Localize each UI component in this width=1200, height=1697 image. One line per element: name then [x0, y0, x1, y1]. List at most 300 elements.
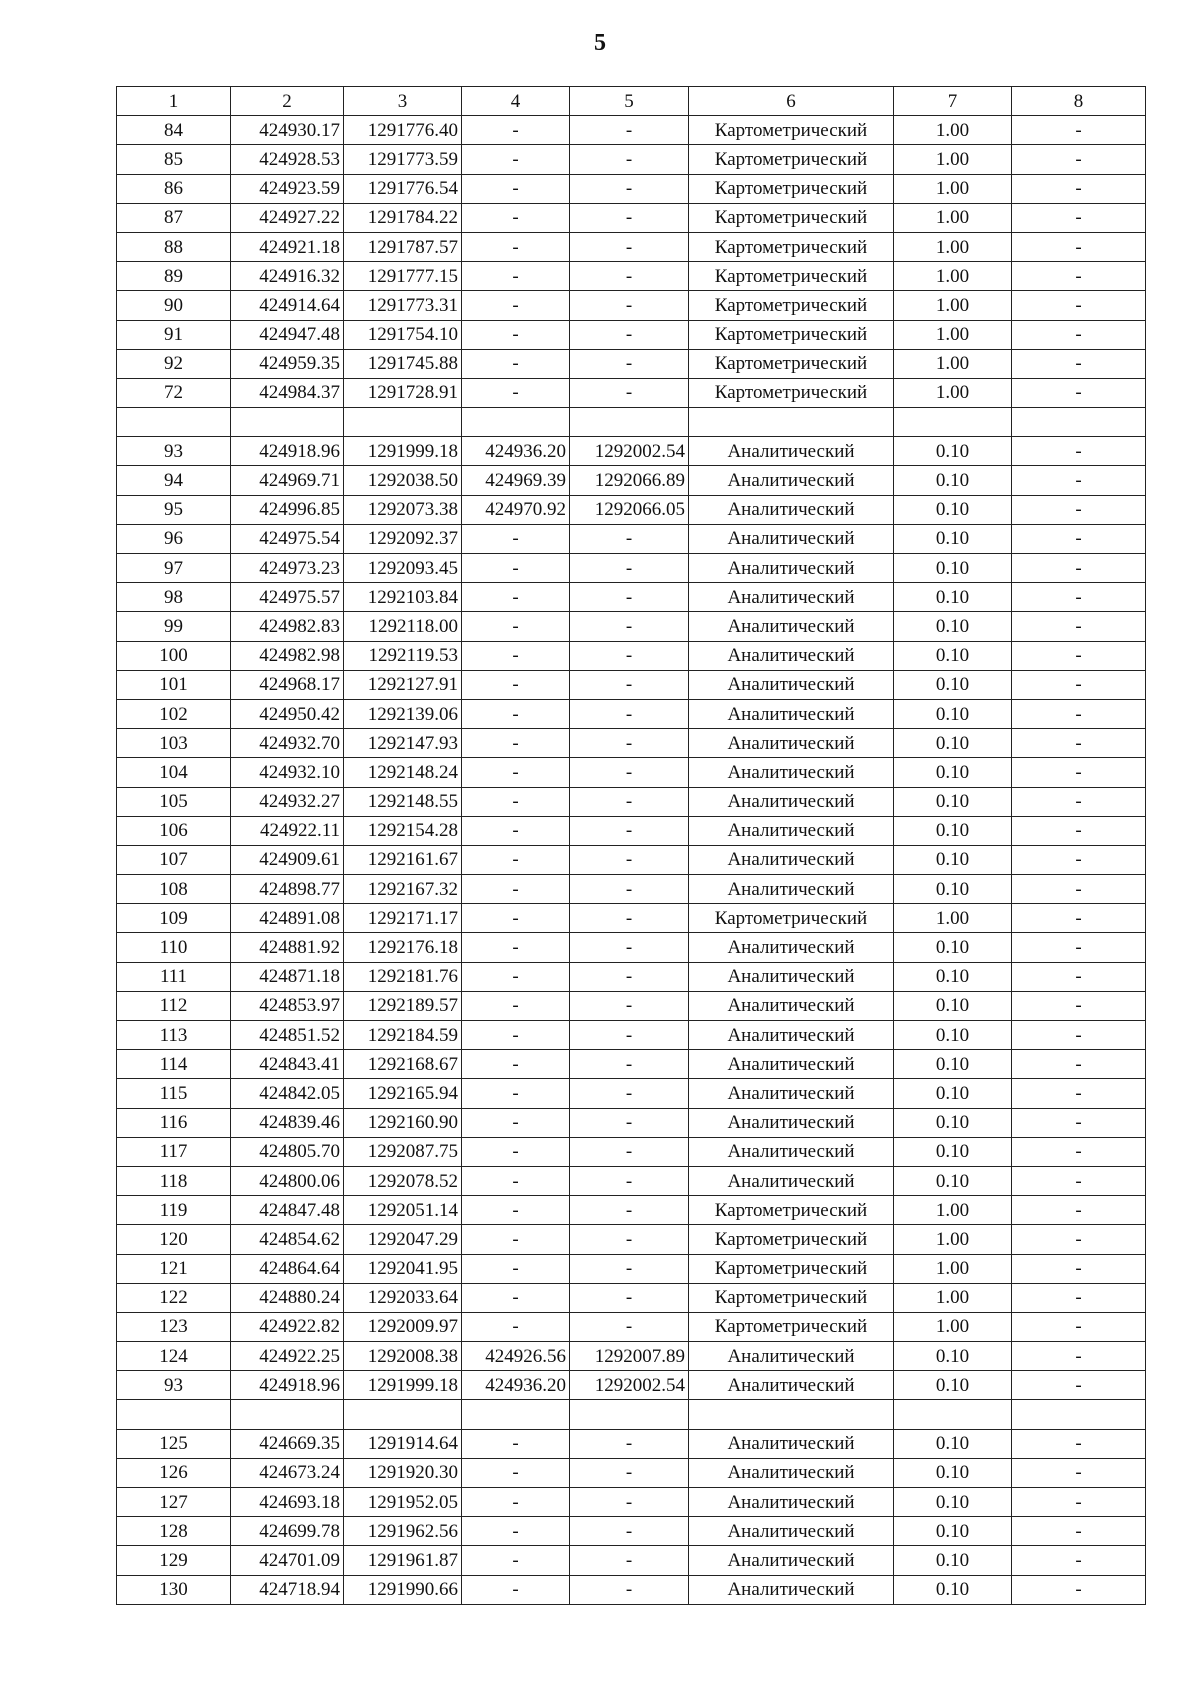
y-coordinate-cell: 1291773.31 [344, 291, 462, 320]
method-cell [689, 408, 894, 437]
note-cell [1012, 408, 1146, 437]
precision-cell: 0.10 [894, 495, 1012, 524]
header-cell-3: 3 [344, 87, 462, 116]
method-cell: Аналитический [689, 729, 894, 758]
note-cell: - [1012, 145, 1146, 174]
x-coordinate-alt-cell: - [462, 1546, 570, 1575]
x-coordinate-cell: 424718.94 [231, 1575, 344, 1604]
note-cell: - [1012, 1137, 1146, 1166]
y-coordinate-cell: 1291952.05 [344, 1488, 462, 1517]
method-cell: Аналитический [689, 1371, 894, 1400]
table-row [117, 1079, 1146, 1108]
method-cell: Аналитический [689, 1108, 894, 1137]
table-row [117, 612, 1146, 641]
note-cell: - [1012, 554, 1146, 583]
y-coordinate-alt-cell: - [570, 320, 689, 349]
header-cell-2: 2 [231, 87, 344, 116]
note-cell: - [1012, 1429, 1146, 1458]
x-coordinate-alt-cell [462, 1400, 570, 1429]
x-coordinate-cell: 424932.70 [231, 729, 344, 758]
y-coordinate-cell: 1292047.29 [344, 1225, 462, 1254]
precision-cell: 0.10 [894, 1021, 1012, 1050]
y-coordinate-cell: 1291773.59 [344, 145, 462, 174]
note-cell: - [1012, 904, 1146, 933]
precision-cell [894, 1400, 1012, 1429]
point-number-cell: 111 [117, 962, 231, 991]
point-number-cell [117, 1400, 231, 1429]
table-row [117, 378, 1146, 407]
y-coordinate-alt-cell: - [570, 1021, 689, 1050]
table-row [117, 816, 1146, 845]
x-coordinate-cell: 424982.83 [231, 612, 344, 641]
table-row [117, 1166, 1146, 1195]
x-coordinate-cell: 424959.35 [231, 349, 344, 378]
y-coordinate-cell: 1292009.97 [344, 1312, 462, 1341]
table-row [117, 232, 1146, 261]
x-coordinate-cell: 424950.42 [231, 699, 344, 728]
point-number-cell: 112 [117, 991, 231, 1020]
header-cell-7: 7 [894, 87, 1012, 116]
table-row [117, 495, 1146, 524]
y-coordinate-alt-cell: - [570, 787, 689, 816]
note-cell: - [1012, 991, 1146, 1020]
point-number-cell: 94 [117, 466, 231, 495]
precision-cell: 0.10 [894, 875, 1012, 904]
x-coordinate-cell: 424864.64 [231, 1254, 344, 1283]
y-coordinate-alt-cell: - [570, 1108, 689, 1137]
method-cell: Картометрический [689, 203, 894, 232]
x-coordinate-cell: 424898.77 [231, 875, 344, 904]
y-coordinate-cell: 1292041.95 [344, 1254, 462, 1283]
precision-cell: 1.00 [894, 145, 1012, 174]
y-coordinate-cell: 1292033.64 [344, 1283, 462, 1312]
note-cell: - [1012, 1546, 1146, 1575]
note-cell: - [1012, 1225, 1146, 1254]
method-cell: Аналитический [689, 1458, 894, 1487]
x-coordinate-cell: 424669.35 [231, 1429, 344, 1458]
x-coordinate-alt-cell: - [462, 554, 570, 583]
method-cell: Аналитический [689, 1342, 894, 1371]
x-coordinate-cell: 424918.96 [231, 437, 344, 466]
x-coordinate-alt-cell: - [462, 933, 570, 962]
point-number-cell: 93 [117, 437, 231, 466]
x-coordinate-alt-cell: - [462, 787, 570, 816]
y-coordinate-alt-cell: - [570, 699, 689, 728]
x-coordinate-alt-cell: - [462, 378, 570, 407]
point-number-cell: 88 [117, 232, 231, 261]
table-row [117, 933, 1146, 962]
y-coordinate-alt-cell: - [570, 1488, 689, 1517]
y-coordinate-alt-cell: - [570, 845, 689, 874]
point-number-cell: 123 [117, 1312, 231, 1341]
y-coordinate-cell: 1291990.66 [344, 1575, 462, 1604]
table-row [117, 1108, 1146, 1137]
y-coordinate-alt-cell: 1292007.89 [570, 1342, 689, 1371]
x-coordinate-cell: 424928.53 [231, 145, 344, 174]
method-cell: Аналитический [689, 933, 894, 962]
table-row [117, 904, 1146, 933]
point-number-cell: 115 [117, 1079, 231, 1108]
x-coordinate-cell: 424947.48 [231, 320, 344, 349]
x-coordinate-cell: 424891.08 [231, 904, 344, 933]
y-coordinate-cell: 1292139.06 [344, 699, 462, 728]
y-coordinate-cell: 1292051.14 [344, 1196, 462, 1225]
y-coordinate-alt-cell: - [570, 962, 689, 991]
note-cell [1012, 1400, 1146, 1429]
y-coordinate-alt-cell: - [570, 203, 689, 232]
method-cell: Аналитический [689, 1429, 894, 1458]
x-coordinate-cell: 424968.17 [231, 670, 344, 699]
point-number-cell: 125 [117, 1429, 231, 1458]
x-coordinate-alt-cell: - [462, 1225, 570, 1254]
table-row [117, 787, 1146, 816]
note-cell: - [1012, 1079, 1146, 1108]
x-coordinate-alt-cell: - [462, 1429, 570, 1458]
note-cell: - [1012, 262, 1146, 291]
precision-cell: 1.00 [894, 378, 1012, 407]
method-cell: Картометрический [689, 320, 894, 349]
y-coordinate-alt-cell [570, 408, 689, 437]
method-cell: Аналитический [689, 466, 894, 495]
x-coordinate-cell: 424673.24 [231, 1458, 344, 1487]
point-number-cell: 109 [117, 904, 231, 933]
point-number-cell: 98 [117, 583, 231, 612]
y-coordinate-alt-cell: - [570, 991, 689, 1020]
y-coordinate-alt-cell: - [570, 145, 689, 174]
x-coordinate-alt-cell: - [462, 641, 570, 670]
precision-cell [894, 408, 1012, 437]
method-cell: Аналитический [689, 1575, 894, 1604]
table-row [117, 1400, 1146, 1429]
precision-cell: 0.10 [894, 991, 1012, 1020]
point-number-cell: 102 [117, 699, 231, 728]
y-coordinate-cell: 1291962.56 [344, 1517, 462, 1546]
table-row [117, 320, 1146, 349]
precision-cell: 1.00 [894, 1225, 1012, 1254]
precision-cell: 0.10 [894, 1108, 1012, 1137]
method-cell: Аналитический [689, 962, 894, 991]
table-row [117, 1342, 1146, 1371]
point-number-cell: 117 [117, 1137, 231, 1166]
point-number-cell: 108 [117, 875, 231, 904]
note-cell: - [1012, 583, 1146, 612]
x-coordinate-cell [231, 408, 344, 437]
point-number-cell: 128 [117, 1517, 231, 1546]
note-cell: - [1012, 1488, 1146, 1517]
method-cell: Картометрический [689, 262, 894, 291]
method-cell: Картометрический [689, 904, 894, 933]
precision-cell: 1.00 [894, 291, 1012, 320]
table-header-row [117, 87, 1146, 116]
x-coordinate-alt-cell: - [462, 612, 570, 641]
note-cell: - [1012, 524, 1146, 553]
table-row [117, 291, 1146, 320]
x-coordinate-alt-cell [462, 408, 570, 437]
x-coordinate-cell: 424847.48 [231, 1196, 344, 1225]
x-coordinate-alt-cell: - [462, 729, 570, 758]
precision-cell: 0.10 [894, 1575, 1012, 1604]
point-number-cell: 90 [117, 291, 231, 320]
precision-cell: 1.00 [894, 116, 1012, 145]
x-coordinate-alt-cell: - [462, 1312, 570, 1341]
x-coordinate-alt-cell: - [462, 991, 570, 1020]
point-number-cell: 113 [117, 1021, 231, 1050]
x-coordinate-alt-cell: - [462, 1196, 570, 1225]
precision-cell: 0.10 [894, 1458, 1012, 1487]
x-coordinate-cell: 424932.10 [231, 758, 344, 787]
x-coordinate-cell: 424927.22 [231, 203, 344, 232]
x-coordinate-cell: 424923.59 [231, 174, 344, 203]
y-coordinate-alt-cell: 1292002.54 [570, 1371, 689, 1400]
precision-cell: 0.10 [894, 612, 1012, 641]
y-coordinate-alt-cell: 1292002.54 [570, 437, 689, 466]
point-number-cell: 72 [117, 378, 231, 407]
precision-cell: 1.00 [894, 349, 1012, 378]
point-number-cell: 89 [117, 262, 231, 291]
x-coordinate-cell: 424701.09 [231, 1546, 344, 1575]
precision-cell: 0.10 [894, 1517, 1012, 1546]
x-coordinate-alt-cell: - [462, 320, 570, 349]
table-row [117, 1546, 1146, 1575]
method-cell: Картометрический [689, 232, 894, 261]
note-cell: - [1012, 320, 1146, 349]
y-coordinate-cell: 1292087.75 [344, 1137, 462, 1166]
table-row [117, 583, 1146, 612]
precision-cell: 0.10 [894, 1137, 1012, 1166]
y-coordinate-alt-cell: - [570, 554, 689, 583]
method-cell: Картометрический [689, 1225, 894, 1254]
point-number-cell: 100 [117, 641, 231, 670]
point-number-cell: 122 [117, 1283, 231, 1312]
table-row [117, 670, 1146, 699]
table-row [117, 174, 1146, 203]
method-cell: Картометрический [689, 1312, 894, 1341]
x-coordinate-cell [231, 1400, 344, 1429]
precision-cell: 1.00 [894, 1312, 1012, 1341]
point-number-cell: 93 [117, 1371, 231, 1400]
note-cell: - [1012, 495, 1146, 524]
table-row [117, 1196, 1146, 1225]
table-row [117, 437, 1146, 466]
x-coordinate-cell: 424922.11 [231, 816, 344, 845]
note-cell: - [1012, 174, 1146, 203]
note-cell: - [1012, 466, 1146, 495]
x-coordinate-alt-cell: - [462, 845, 570, 874]
note-cell: - [1012, 203, 1146, 232]
precision-cell: 0.10 [894, 1050, 1012, 1079]
note-cell: - [1012, 1575, 1146, 1604]
method-cell: Аналитический [689, 1517, 894, 1546]
y-coordinate-alt-cell: - [570, 1166, 689, 1195]
method-cell: Аналитический [689, 875, 894, 904]
x-coordinate-cell: 424969.71 [231, 466, 344, 495]
y-coordinate-alt-cell: - [570, 1225, 689, 1254]
x-coordinate-cell: 424871.18 [231, 962, 344, 991]
point-number-cell: 87 [117, 203, 231, 232]
x-coordinate-alt-cell: 424936.20 [462, 437, 570, 466]
method-cell: Картометрический [689, 145, 894, 174]
note-cell: - [1012, 641, 1146, 670]
y-coordinate-cell: 1291914.64 [344, 1429, 462, 1458]
point-number-cell: 114 [117, 1050, 231, 1079]
point-number-cell: 129 [117, 1546, 231, 1575]
point-number-cell: 92 [117, 349, 231, 378]
precision-cell: 0.10 [894, 641, 1012, 670]
y-coordinate-cell: 1292167.32 [344, 875, 462, 904]
note-cell: - [1012, 816, 1146, 845]
point-number-cell: 105 [117, 787, 231, 816]
table-row [117, 729, 1146, 758]
note-cell: - [1012, 1254, 1146, 1283]
y-coordinate-cell: 1292168.67 [344, 1050, 462, 1079]
y-coordinate-cell: 1291754.10 [344, 320, 462, 349]
table-row [117, 991, 1146, 1020]
note-cell: - [1012, 845, 1146, 874]
note-cell: - [1012, 1050, 1146, 1079]
y-coordinate-cell: 1292038.50 [344, 466, 462, 495]
method-cell: Аналитический [689, 1137, 894, 1166]
precision-cell: 1.00 [894, 232, 1012, 261]
method-cell: Аналитический [689, 1079, 894, 1108]
x-coordinate-alt-cell: - [462, 349, 570, 378]
coordinates-table [116, 86, 1146, 1605]
point-number-cell: 106 [117, 816, 231, 845]
y-coordinate-cell: 1292154.28 [344, 816, 462, 845]
x-coordinate-cell: 424922.25 [231, 1342, 344, 1371]
precision-cell: 0.10 [894, 845, 1012, 874]
method-cell: Аналитический [689, 437, 894, 466]
x-coordinate-cell: 424973.23 [231, 554, 344, 583]
method-cell: Аналитический [689, 524, 894, 553]
y-coordinate-alt-cell: - [570, 1283, 689, 1312]
y-coordinate-alt-cell: - [570, 378, 689, 407]
table-row [117, 845, 1146, 874]
point-number-cell: 110 [117, 933, 231, 962]
point-number-cell: 91 [117, 320, 231, 349]
precision-cell: 0.10 [894, 1429, 1012, 1458]
method-cell: Аналитический [689, 612, 894, 641]
y-coordinate-cell: 1292119.53 [344, 641, 462, 670]
y-coordinate-cell: 1291999.18 [344, 437, 462, 466]
y-coordinate-cell: 1291920.30 [344, 1458, 462, 1487]
x-coordinate-cell: 424854.62 [231, 1225, 344, 1254]
x-coordinate-alt-cell: - [462, 962, 570, 991]
method-cell: Аналитический [689, 1021, 894, 1050]
x-coordinate-alt-cell: - [462, 904, 570, 933]
y-coordinate-cell: 1292176.18 [344, 933, 462, 962]
y-coordinate-alt-cell: - [570, 641, 689, 670]
x-coordinate-cell: 424916.32 [231, 262, 344, 291]
method-cell: Аналитический [689, 845, 894, 874]
x-coordinate-alt-cell: - [462, 1575, 570, 1604]
note-cell: - [1012, 378, 1146, 407]
note-cell: - [1012, 1108, 1146, 1137]
y-coordinate-alt-cell: - [570, 1517, 689, 1546]
x-coordinate-cell: 424982.98 [231, 641, 344, 670]
table-row [117, 758, 1146, 787]
note-cell: - [1012, 612, 1146, 641]
note-cell: - [1012, 875, 1146, 904]
y-coordinate-alt-cell: - [570, 1312, 689, 1341]
precision-cell: 0.10 [894, 524, 1012, 553]
point-number-cell: 101 [117, 670, 231, 699]
precision-cell: 0.10 [894, 699, 1012, 728]
y-coordinate-cell: 1291776.54 [344, 174, 462, 203]
precision-cell: 0.10 [894, 670, 1012, 699]
header-cell-4: 4 [462, 87, 570, 116]
x-coordinate-cell: 424699.78 [231, 1517, 344, 1546]
y-coordinate-cell: 1292171.17 [344, 904, 462, 933]
y-coordinate-alt-cell: - [570, 1050, 689, 1079]
x-coordinate-alt-cell: - [462, 1108, 570, 1137]
y-coordinate-alt-cell: - [570, 291, 689, 320]
x-coordinate-cell: 424853.97 [231, 991, 344, 1020]
y-coordinate-cell: 1292189.57 [344, 991, 462, 1020]
table-row [117, 349, 1146, 378]
method-cell: Аналитический [689, 641, 894, 670]
x-coordinate-alt-cell: - [462, 699, 570, 728]
method-cell: Картометрический [689, 116, 894, 145]
y-coordinate-cell: 1291776.40 [344, 116, 462, 145]
x-coordinate-alt-cell: 424969.39 [462, 466, 570, 495]
note-cell: - [1012, 291, 1146, 320]
y-coordinate-alt-cell: - [570, 583, 689, 612]
y-coordinate-cell: 1291787.57 [344, 232, 462, 261]
method-cell: Аналитический [689, 816, 894, 845]
x-coordinate-alt-cell: - [462, 1283, 570, 1312]
x-coordinate-cell: 424843.41 [231, 1050, 344, 1079]
point-number-cell: 85 [117, 145, 231, 174]
x-coordinate-cell: 424842.05 [231, 1079, 344, 1108]
x-coordinate-alt-cell: - [462, 262, 570, 291]
y-coordinate-alt-cell: - [570, 875, 689, 904]
table-row [117, 875, 1146, 904]
y-coordinate-alt-cell: - [570, 174, 689, 203]
y-coordinate-cell: 1292148.24 [344, 758, 462, 787]
precision-cell: 0.10 [894, 1546, 1012, 1575]
table-row [117, 408, 1146, 437]
table-row [117, 262, 1146, 291]
point-number-cell: 121 [117, 1254, 231, 1283]
x-coordinate-alt-cell: - [462, 1458, 570, 1487]
y-coordinate-alt-cell: - [570, 232, 689, 261]
precision-cell: 0.10 [894, 816, 1012, 845]
y-coordinate-alt-cell: - [570, 1137, 689, 1166]
point-number-cell: 86 [117, 174, 231, 203]
header-cell-6: 6 [689, 87, 894, 116]
point-number-cell: 116 [117, 1108, 231, 1137]
point-number-cell: 97 [117, 554, 231, 583]
x-coordinate-alt-cell: - [462, 1137, 570, 1166]
precision-cell: 0.10 [894, 1342, 1012, 1371]
point-number-cell: 126 [117, 1458, 231, 1487]
note-cell: - [1012, 1458, 1146, 1487]
note-cell: - [1012, 349, 1146, 378]
note-cell: - [1012, 1196, 1146, 1225]
precision-cell: 0.10 [894, 466, 1012, 495]
x-coordinate-alt-cell: - [462, 203, 570, 232]
y-coordinate-cell: 1292147.93 [344, 729, 462, 758]
point-number-cell: 124 [117, 1342, 231, 1371]
x-coordinate-cell: 424881.92 [231, 933, 344, 962]
y-coordinate-cell: 1291728.91 [344, 378, 462, 407]
y-coordinate-cell: 1292165.94 [344, 1079, 462, 1108]
table-row [117, 1458, 1146, 1487]
y-coordinate-alt-cell: - [570, 816, 689, 845]
y-coordinate-cell: 1292093.45 [344, 554, 462, 583]
table-row [117, 466, 1146, 495]
y-coordinate-alt-cell: - [570, 758, 689, 787]
